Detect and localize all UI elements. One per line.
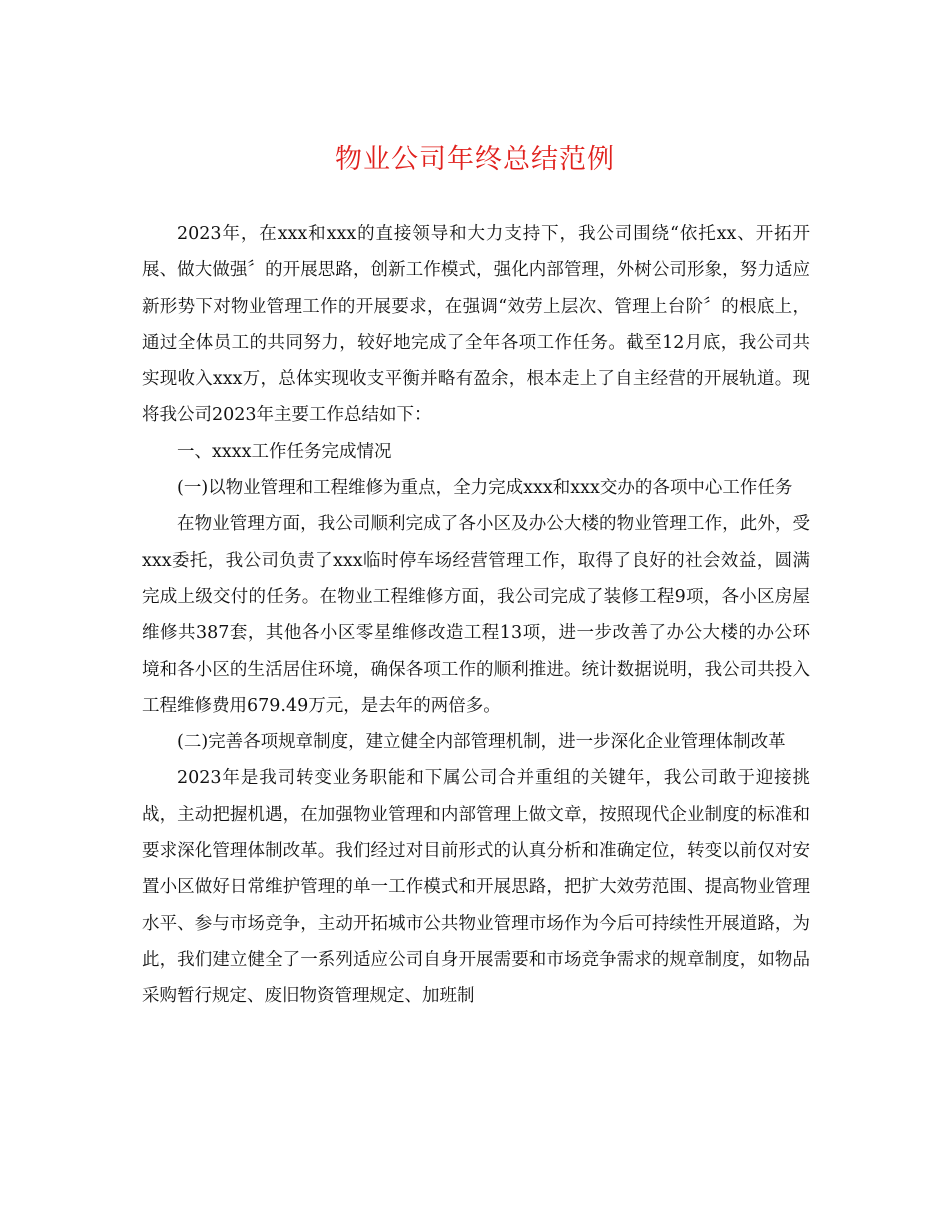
- document-title: 物业公司年终总结范例: [335, 144, 615, 175]
- subsection-heading-2: (二)完善各项规章制度，建立健全内部管理机制，进一步深化企业管理体制改革: [177, 732, 786, 753]
- paragraph-intro: 2023年，在xxx和xxx的直接领导和大力支持下，我公司围绕“依托xx、开拓开展、做大做强〞的开展思路，创新工作模式，强化内部管理，外树公司形象，努力适应新形势下对物业管理工作的开展要求，在强调“效劳上层次、管理上台阶〞的根底上，通过全体员工的共同努力，较好地完成了全年各项工作任务。截至12月底，我公司共实现收入xxx万，总体实现收支平衡并略有盈余，根本走上了自主经营的开展轨道。现将我公司2023年主要工作总结如下：: [142, 224, 810, 426]
- document-body: [142, 216, 810, 1015]
- paragraph-management-reform: 2023年是我司转变业务职能和下属公司合并重组的关键年，我公司敢于迎接挑战，主动把握机遇，在加强物业管理和内部管理上做文章，按照现代企业制度的标准和要求深化管理体制改革。我们经过对目前形式的认真分析和准确定位，转变以前仅对安置小区做好日常维护管理的单一工作模式和开展思路，把扩大效劳范围、提高物业管理水平、参与市场竞争，主动开拓城市公共物业管理市场作为今后可持续性开展道路，为此，我们建立健全了一系列适应公司自身开展需要和市场竞争需求的规章制度，如物品采购暂行规定、废旧物资管理规定、加班制: [142, 768, 810, 1007]
- section-heading-1: 一、xxxx工作任务完成情况: [177, 441, 392, 462]
- subsection-heading-1: (一)以物业管理和工程维修为重点，全力完成xxx和xxx交办的各项中心工作任务: [177, 478, 793, 499]
- paragraph-property-management: 在物业管理方面，我公司顺利完成了各小区及办公大楼的物业管理工作，此外，受xxx委托，我公司负责了xxx临时停车场经营管理工作，取得了良好的社会效益，圆满完成上级交付的任务。在物业工程维修方面，我公司完成了装修工程9项，各小区房屋维修共387套，其他各小区零星维修改造工程13项，进一步改善了办公大楼的办公环境和各小区的生活居住环境，确保各项工作的顺利推进。统计数据说明，我公司共投入工程维修费用679.49万元，是去年的两倍多。: [142, 514, 810, 716]
